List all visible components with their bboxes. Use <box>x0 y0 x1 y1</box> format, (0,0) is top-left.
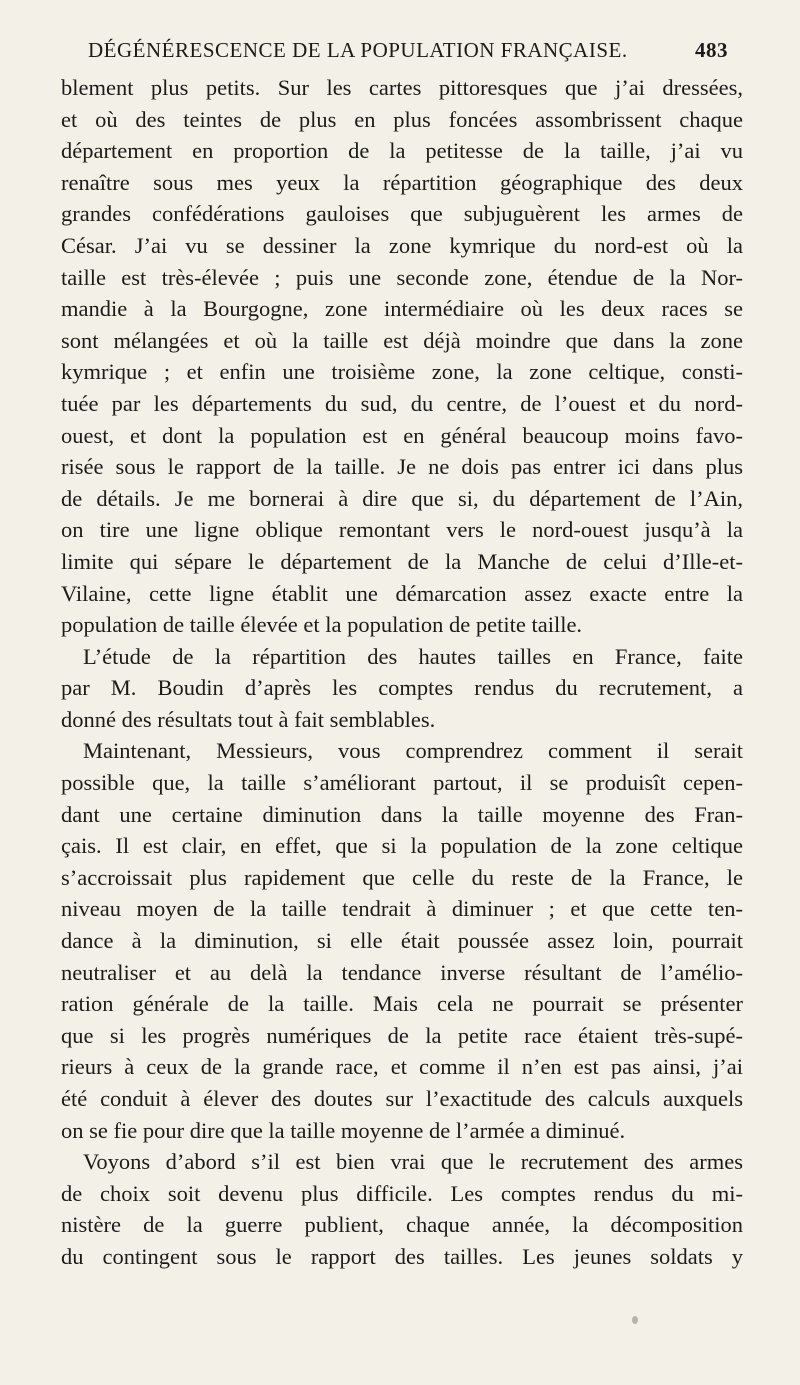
text-line: de détails. Je me bornerai à dire que si, du département de l’Ain, <box>61 485 743 511</box>
text-line: et où des teintes de plus en plus foncées assombrissent chaque <box>61 106 743 132</box>
text-line: on tire une ligne oblique remontant vers le nord-ouest jusqu’à la <box>61 517 743 543</box>
text-line: L’étude de la répartition des hautes tailles en France, faite <box>83 643 743 669</box>
ink-spot <box>632 1316 638 1324</box>
text-line: Maintenant, Messieurs, vous comprendrez comment il serait <box>83 738 743 764</box>
text-line: ouest, et dont la population est en général beaucoup moins favo- <box>61 422 743 448</box>
text-line: Voyons d’abord s’il est bien vrai que le recrutement des armes <box>83 1149 743 1175</box>
text-line: sont mélangées et où la taille est déjà moindre que dans la zone <box>61 327 743 353</box>
text-line: ration générale de la taille. Mais cela ne pourrait se présenter <box>61 991 743 1017</box>
text-line: taille est très-élevée ; puis une seconde zone, étendue de la Nor- <box>61 264 743 290</box>
text-line: on se fie pour dire que la taille moyenne de l’armée a diminué. <box>61 1117 626 1143</box>
body-text <box>61 72 743 1273</box>
text-line: niveau moyen de la taille tendrait à diminuer ; et que cette ten- <box>61 896 743 922</box>
text-line: donné des résultats tout à fait semblables. <box>61 706 436 732</box>
text-line: blement plus petits. Sur les cartes pittoresques que j’ai dressées, <box>61 75 743 100</box>
text-line: nistère de la guerre publient, chaque année, la décomposition <box>61 1212 743 1238</box>
text-line: kymrique ; et enfin une troisième zone, la zone celtique, consti- <box>61 359 743 385</box>
text-line: par M. Boudin d’après les comptes rendus du recrutement, a <box>61 675 743 701</box>
text-line: été conduit à élever des doutes sur l’exactitude des calculs auxquels <box>61 1086 743 1111</box>
page-number: 483 <box>695 38 728 62</box>
text-line: renaître sous mes yeux la répartition géographique des deux <box>61 169 743 195</box>
page-header <box>88 38 728 70</box>
text-line: grandes confédérations gauloises que subjuguèrent les armes de <box>61 201 743 227</box>
text-line: rieurs à ceux de la grande race, et comme il n’en est pas ainsi, j’ai <box>61 1054 743 1080</box>
text-line: s’accroissait plus rapidement que celle du reste de la France, le <box>61 864 743 890</box>
text-line: limite qui sépare le département de la Manche de celui d’Ille-et- <box>61 548 743 574</box>
text-line: département en proportion de la petitesse de la taille, j’ai vu <box>61 138 743 164</box>
text-line: dant une certaine diminution dans la taille moyenne des Fran- <box>61 801 743 827</box>
text-line: risée sous le rapport de la taille. Je ne dois pas entrer ici dans plus <box>61 454 743 480</box>
text-line: population de taille élevée et la population de petite taille. <box>61 612 583 638</box>
text-line: çais. Il est clair, en effet, que si la population de la zone celtique <box>61 833 743 859</box>
text-line: neutraliser et au delà la tendance inverse résultant de l’amélio- <box>61 959 743 985</box>
text-line: de choix soit devenu plus difficile. Les comptes rendus du mi- <box>61 1180 743 1206</box>
text-line: possible que, la taille s’améliorant partout, il se produisît cepen- <box>61 770 743 796</box>
running-title: DÉGÉNÉRESCENCE DE LA POPULATION FRANÇAISE. <box>88 38 628 62</box>
text-line: du contingent sous le rapport des tailles. Les jeunes soldats y <box>61 1243 743 1269</box>
text-line: César. J’ai vu se dessiner la zone kymrique du nord-est où la <box>61 232 743 258</box>
text-line: tuée par les départements du sud, du centre, de l’ouest et du nord- <box>61 390 743 416</box>
text-line: que si les progrès numériques de la petite race étaient très-supé- <box>61 1022 743 1048</box>
text-line: dance à la diminution, si elle était poussée assez loin, pourrait <box>61 928 743 954</box>
text-line: Vilaine, cette ligne établit une démarcation assez exacte entre la <box>61 580 743 606</box>
text-line: mandie à la Bourgogne, zone intermédiaire où les deux races se <box>61 296 743 322</box>
